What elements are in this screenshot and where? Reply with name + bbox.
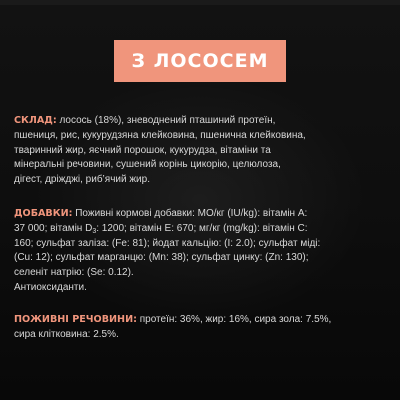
vitamin-d-subscript: 3 — [92, 227, 97, 235]
additives-line-6: Антиоксиданти. — [14, 281, 87, 293]
additives-line-5: селеніт натрію: (Se: 0.12). — [14, 267, 134, 279]
additives-line-3: 160; сульфат заліза: (Fe: 81); йодат кальцію: (I: 2.0); сульфат міді: — [14, 237, 321, 249]
title-banner — [114, 40, 286, 82]
additives-line-2 — [14, 222, 388, 237]
nutrients-line-1 — [14, 313, 388, 328]
nutrients-section — [14, 313, 388, 343]
composition-line-5: дігест, дріжджі, риб’ячий жир. — [14, 174, 150, 186]
composition-line-2: пшениця, рис, кукурудзяна клейковина, пшенична клейковина, — [14, 129, 306, 141]
composition-line-1 — [14, 114, 388, 129]
composition-label: СКЛАД: — [14, 115, 57, 126]
nutrients-text: протеїн: 36%, жир: 16%, сира зола: 7.5%, — [136, 314, 332, 325]
composition-section — [14, 114, 388, 188]
additives-line-1 — [14, 207, 388, 222]
composition-line-4: мінеральні речовини, сушений корінь цикорію, целюлоза, — [14, 159, 281, 171]
additives-line-2-post: : 1200; вітамін Е: 670; мг/кг (mg/kg): вітамін С: — [96, 222, 308, 234]
nutrients-label: ПОЖИВНІ РЕЧОВИНИ: — [14, 314, 137, 325]
nutrients-line-2: сира клітковина: 2.5%. — [14, 328, 119, 340]
top-bar — [0, 0, 400, 5]
composition-line-3: тваринний жир, яєчний порошок, кукурудза, вітаміни та — [14, 144, 271, 156]
page-title: З ЛОСОСЕМ — [131, 50, 269, 72]
additives-section — [14, 207, 388, 296]
additives-line-2-pre: 37 000; вітамін D — [14, 222, 93, 234]
additives-label: ДОБАВКИ: — [14, 208, 73, 219]
additives-text: Поживні кормові добавки: МО/кг (IU/kg): вітамін А: — [72, 208, 308, 219]
composition-text: лосось (18%), зневоднений пташиний протеїн, — [56, 115, 276, 126]
additives-line-4: (Cu: 12); сульфат марганцю: (Mn: 38); сульфат цинку: (Zn: 130); — [14, 252, 309, 264]
